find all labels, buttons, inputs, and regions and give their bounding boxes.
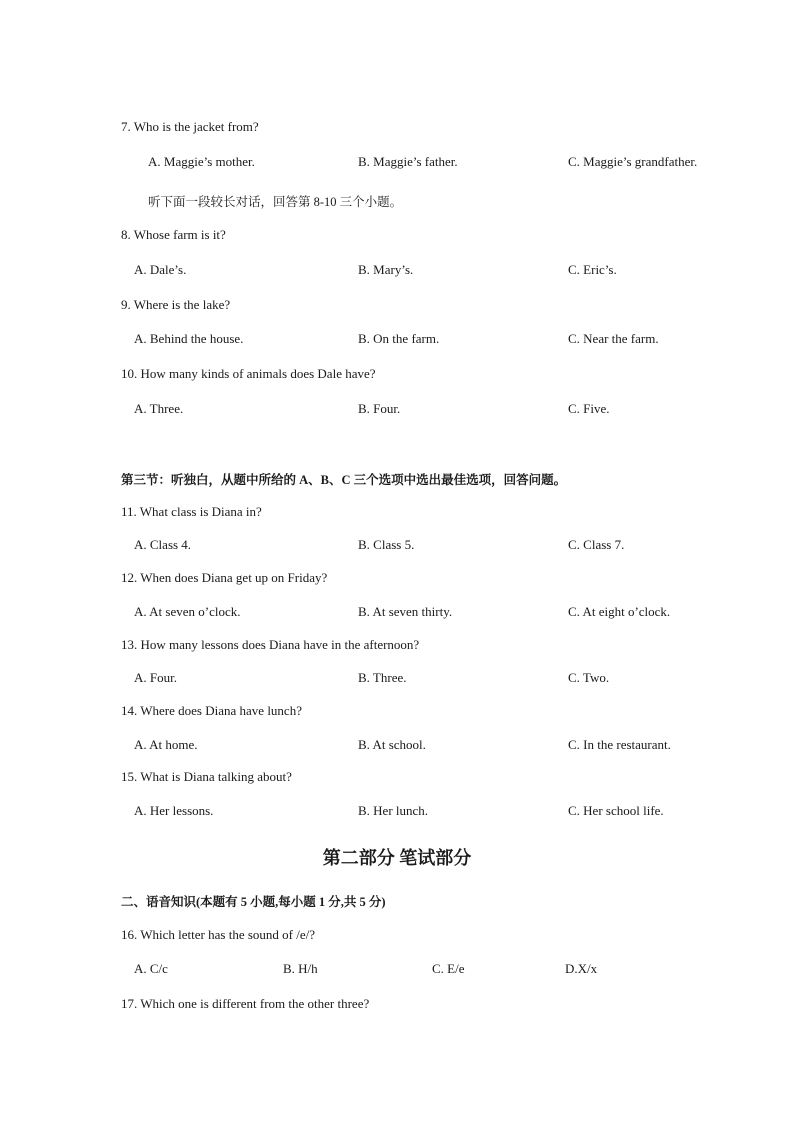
q7-option-a: A. Maggie’s mother.	[148, 154, 255, 169]
q16-option-d: D.X/x	[565, 961, 598, 976]
q8-option-a: A. Dale’s.	[134, 262, 187, 277]
q15-option-b: B. Her lunch.	[358, 803, 429, 818]
q12-option-b: B. At seven thirty.	[358, 604, 453, 619]
q7-option-c: C. Maggie’s grandfather.	[568, 154, 698, 169]
q11-option-b: B. Class 5.	[358, 537, 415, 552]
q8-option-b: B. Mary’s.	[358, 262, 414, 277]
q10-option-b: B. Four.	[358, 401, 401, 416]
q15-option-c: C. Her school life.	[568, 803, 664, 818]
instruction-8-10: 听下面一段较长对话，回答第 8-10 三个小题。	[148, 195, 403, 209]
q14-option-b: B. At school.	[358, 737, 426, 752]
q13-option-b: B. Three.	[358, 670, 407, 685]
q9-option-a: A. Behind the house.	[134, 331, 244, 346]
question-14-stem: 14. Where does Diana have lunch?	[121, 703, 302, 718]
question-11-stem: 11. What class is Diana in?	[121, 504, 262, 519]
section-3-heading: 第三节：听独白，从题中所给的 A、B、C 三个选项中选出最佳选项，回答问题。	[121, 473, 567, 487]
q15-option-a: A. Her lessons.	[134, 803, 214, 818]
q16-option-a: A. C/c	[134, 961, 168, 976]
q7-option-b: B. Maggie’s father.	[358, 154, 458, 169]
question-8-stem: 8. Whose farm is it?	[121, 227, 226, 242]
q11-option-c: C. Class 7.	[568, 537, 625, 552]
q14-option-a: A. At home.	[134, 737, 198, 752]
q9-option-c: C. Near the farm.	[568, 331, 659, 346]
question-13-stem: 13. How many lessons does Diana have in the afternoon?	[121, 637, 420, 652]
question-9-stem: 9. Where is the lake?	[121, 297, 231, 312]
q13-option-a: A. Four.	[134, 670, 177, 685]
phonetics-heading: 二、语音知识(本题有 5 小题,每小题 1 分,共 5 分)	[121, 895, 386, 909]
q9-option-b: B. On the farm.	[358, 331, 440, 346]
question-16-stem: 16. Which letter has the sound of /e/?	[121, 927, 315, 942]
q11-option-a: A. Class 4.	[134, 537, 192, 552]
question-15-stem: 15. What is Diana talking about?	[121, 769, 292, 784]
q10-option-a: A. Three.	[134, 401, 184, 416]
question-17-stem: 17. Which one is different from the other three?	[121, 996, 370, 1011]
q12-option-c: C. At eight o’clock.	[568, 604, 671, 619]
question-10-stem: 10. How many kinds of animals does Dale have?	[121, 366, 376, 381]
q13-option-c: C. Two.	[568, 670, 610, 685]
q8-option-c: C. Eric’s.	[568, 262, 617, 277]
q10-option-c: C. Five.	[568, 401, 610, 416]
q16-option-b: B. H/h	[283, 961, 318, 976]
q12-option-a: A. At seven o’clock.	[134, 604, 241, 619]
q16-option-c: C. E/e	[432, 961, 465, 976]
question-7-stem: 7. Who is the jacket from?	[121, 119, 259, 134]
question-12-stem: 12. When does Diana get up on Friday?	[121, 570, 328, 585]
part-2-title: 第二部分 笔试部分	[322, 848, 472, 868]
q14-option-c: C. In the restaurant.	[568, 737, 671, 752]
